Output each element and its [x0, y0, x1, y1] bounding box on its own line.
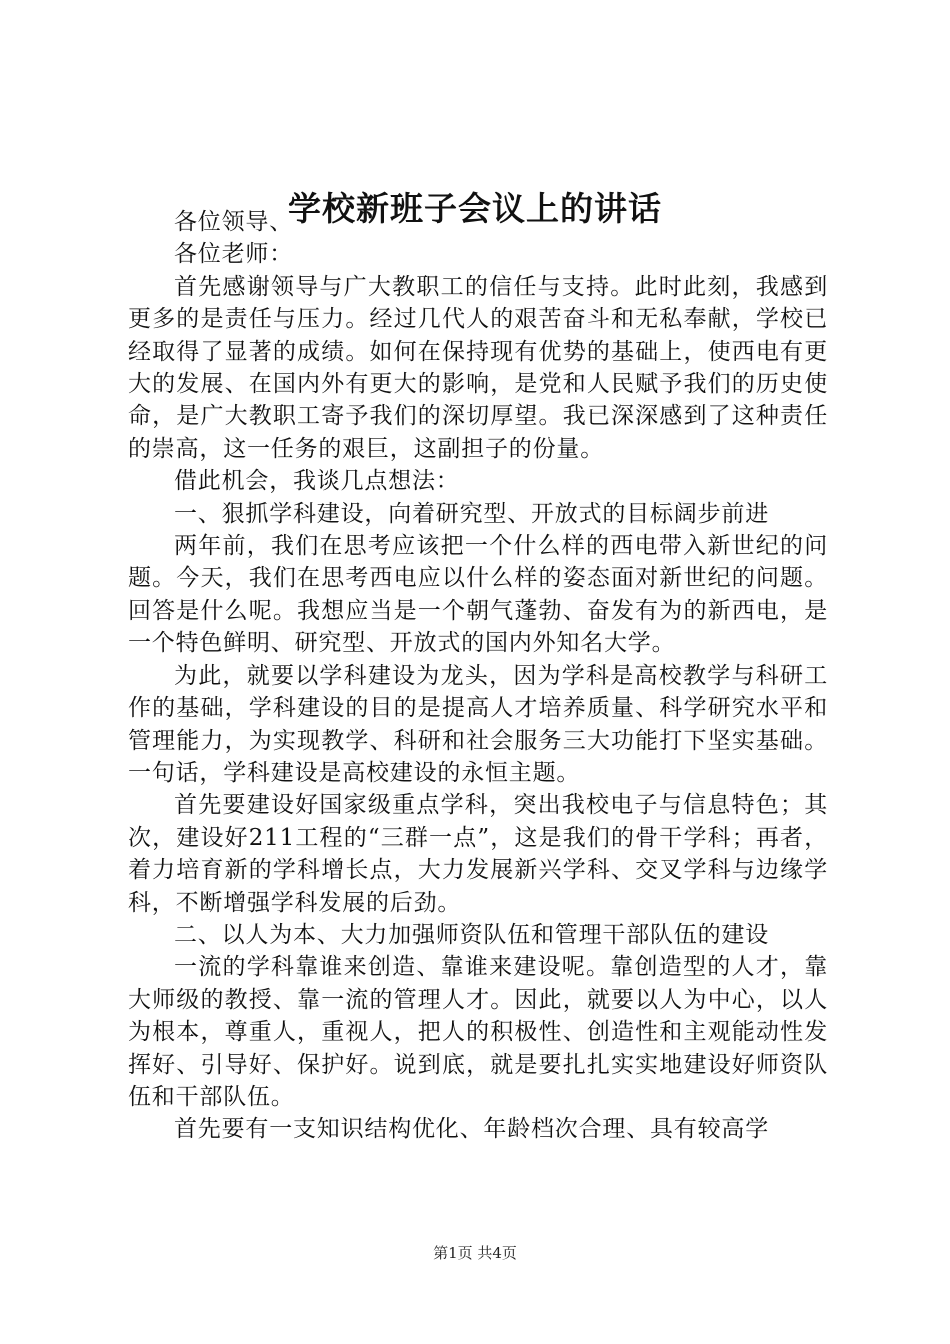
salutation-teachers: 各位老师： [174, 241, 293, 268]
section-heading-2: 二、以人为本、大力加强师资队伍和管理干部队伍的建设 [174, 921, 769, 948]
paragraph-section1-c: 首先要建设好国家级重点学科，突出我校电子与信息特色；其次，建设好211工程的“三群一点”，这是我们的骨干学科；再者，着力培育新的学科增长点，大力发展新兴学科、交叉学科与边缘学科，不断增强学科发展的后劲。 [128, 792, 828, 916]
document-body [128, 206, 828, 1146]
paragraph-section1-b: 为此，就要以学科建设为龙头，因为学科是高校教学与科研工作的基础，学科建设的目的是提高人才培养质量、科学研究水平和管理能力，为实现教学、科研和社会服务三大功能打下坚实基础。一句话，学科建设是高校建设的永恒主题。 [128, 662, 828, 786]
salutation-leaders: 各位领导、 [174, 209, 293, 235]
section-heading-1: 一、狠抓学科建设，向着研究型、开放式的目标阔步前进 [174, 500, 769, 527]
paragraph-intro: 首先感谢领导与广大教职工的信任与支持。此时此刻，我感到更多的是责任与压力。经过几代人的艰苦奋斗和无私奉献，学校已经取得了显著的成绩。如何在保持现有优势的基础上，使西电有更大的发展、在国内外有更大的影响，是党和人民赋予我们的历史使命，是广大教职工寄予我们的深切厚望。我已深深感到了这种责任的崇高，这一任务的艰巨，这副担子的份量。 [128, 273, 828, 462]
paragraph-transition: 借此机会，我谈几点想法： [174, 468, 460, 495]
paragraph-section2-a: 一流的学科靠谁来创造、靠谁来建设呢。靠创造型的人才，靠大师级的教授、靠一流的管理人才。因此，就要以人为中心，以人为根本，尊重人，重视人，把人的积极性、创造性和主观能动性发挥好、引导好、保护好。说到底，就是要扎扎实实地建设好师资队伍和干部队伍。 [128, 954, 828, 1110]
page-number-footer: 第1页 共4页 [433, 1244, 517, 1262]
paragraph-section1-a: 两年前，我们在思考应该把一个什么样的西电带入新世纪的问题。今天，我们在思考西电应以什么样的姿态面对新世纪的问题。回答是什么呢。我想应当是一个朝气蓬勃、奋发有为的新西电，是一个特色鲜明、研究型、开放式的国内外知名大学。 [128, 533, 828, 657]
document-title: 学校新班子会议上的讲话 [288, 189, 662, 228]
paragraph-section2-b: 首先要有一支知识结构优化、年龄档次合理、具有较高学 [174, 1116, 769, 1143]
